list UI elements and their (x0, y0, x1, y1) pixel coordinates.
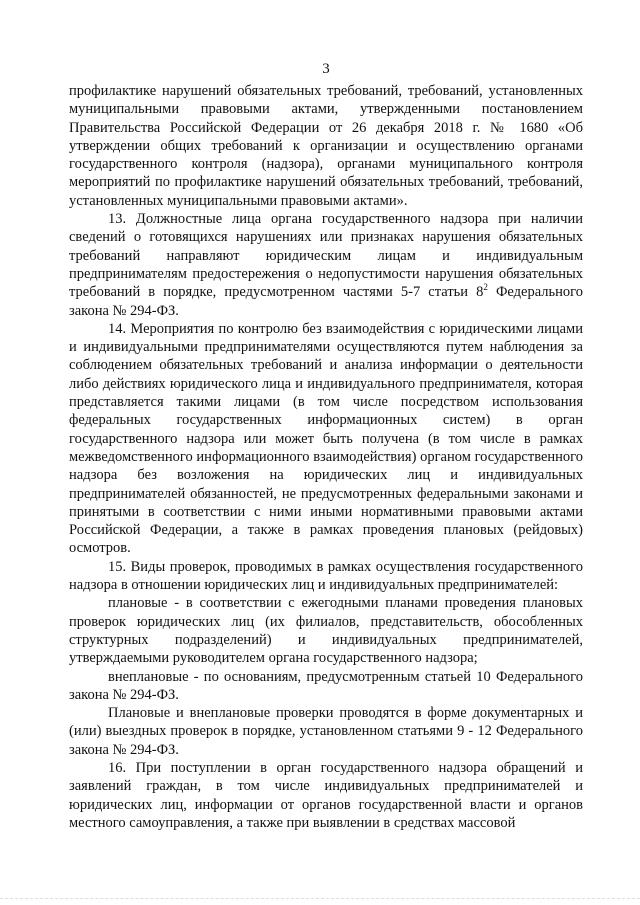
page-number: 3 (322, 61, 330, 77)
paragraph-13 (69, 210, 583, 320)
paragraph-15-planned: плановые - в соответствии с ежегодными планами проведения плановых проверок юридических лиц (их филиалов, представительств, обособленных структурных подразделений) и индивидуальных предпринимателей, утверждаемыми руководителем органа государственного надзора; (69, 595, 583, 667)
paragraph-continuation: профилактике нарушений обязательных требований, требований, установленных муниципальными правовыми актами, утвержденными постановлением Правительства Российской Федерации от 26 декабря 2018 г. № 1680 «Об утверждении общих требований к организации и осуществлению органами государственного контроля (надзора), органами муниципального контроля мероприятий по профилактике нарушений обязательных требований, требований, установленных муниципальными правовыми актами». (69, 83, 583, 209)
paragraph-15-unplanned: внеплановые - по основаниям, предусмотренным статьей 10 Федерального закона № 294-ФЗ. (69, 668, 583, 703)
paragraph-13-text: 13. Должностные лица органа государственного надзора при наличии сведений о готовящихся нарушениях или признаках нарушения обязательных требований направляют юридическим лицам и индивидуальным предпринимателям предостережения о недопустимости нарушения обязательных требований в порядке, предусмотренном частями 5-7 статьи 8 (69, 211, 583, 301)
paragraph-14: 14. Мероприятия по контролю без взаимодействия с юридическими лицами и индивидуальными предпринимателями осуществляются путем наблюдения за соблюдением обязательных требований и анализа информации о деятельности либо действиях юридического лица и индивидуального предпринимателя, которая представляется такими лицами (в том числе посредством использования федеральных государственных информационных систем) в орган государственного надзора или может быть получена (в том числе в рамках межведомственного информационного взаимодействия) органом государственного надзора без возложения на юридических лиц и индивидуальных предпринимателей обязанностей, не предусмотренных федеральными законами и принятыми в соответствии с ними иными нормативными правовыми актами Российской Федерации, а также в рамках проведения плановых (рейдовых) осмотров. (69, 320, 583, 557)
document-body (69, 82, 583, 832)
scan-edge-line (0, 898, 640, 899)
paragraph-13-tail: Федерального закона № 294-ФЗ. (69, 284, 583, 319)
paragraph-15: 15. Виды проверок, проводимых в рамках осуществления государственного надзора в отношении юридических лиц и индивидуальных предпринимателей: (69, 558, 583, 594)
article-superscript: 2 (483, 282, 488, 293)
paragraph-16: 16. При поступлении в орган государственного надзора обращений и заявлений граждан, в том числе индивидуальных предпринимателей и юридических лиц, информации от органов государственной власти и органов местного самоуправления, а также при выявлении в средствах массовой (69, 759, 583, 831)
paragraph-15-forms: Плановые и внеплановые проверки проводятся в форме документарных и (или) выездных проверок в порядке, установленном статьями 9 - 12 Федерального закона № 294-ФЗ. (69, 705, 583, 758)
